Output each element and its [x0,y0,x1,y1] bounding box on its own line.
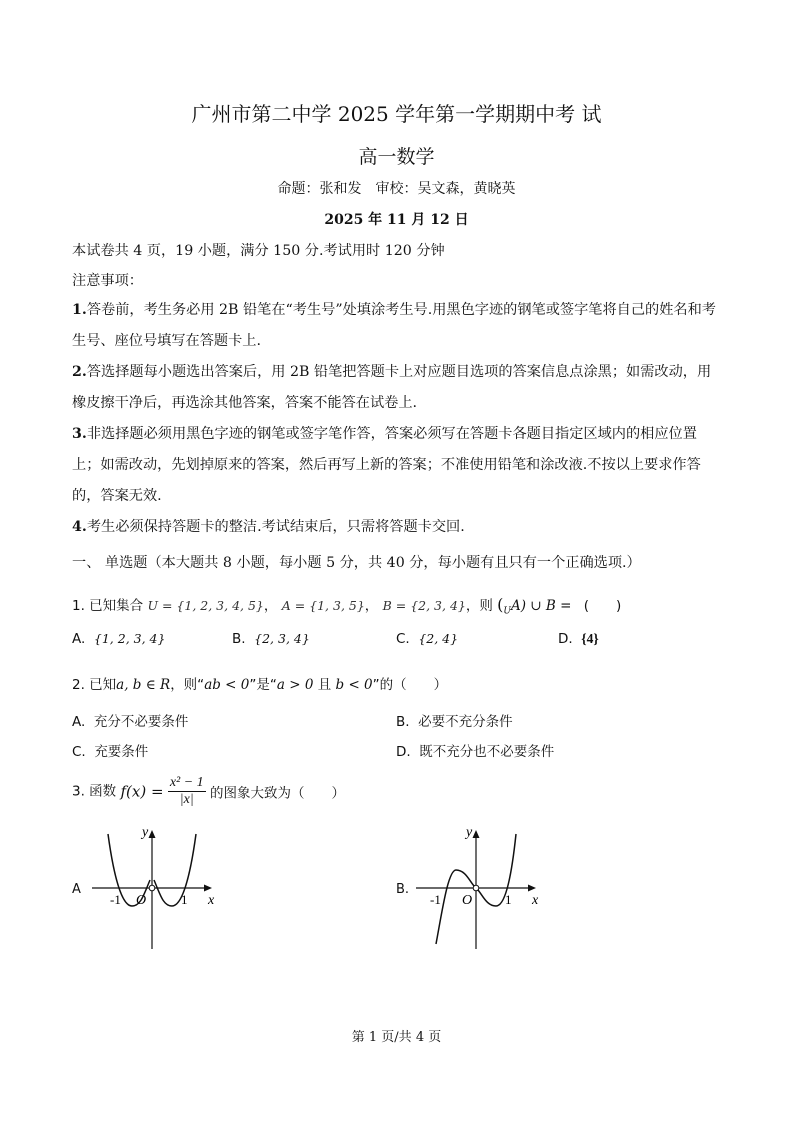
q3-option-a-label[interactable]: A [72,882,81,897]
option-text: 必要不充分条件 [418,714,513,730]
notice-number: 2. [72,364,87,380]
q2-mid1: ，则“ [170,677,205,693]
q3-numerator: x² − 1 [169,775,204,790]
notice-item [72,357,722,419]
option-label: A. [72,714,86,730]
option-text: {1, 2, 3, 4} [93,631,166,646]
notice-number: 4. [72,519,87,535]
q3-graph-a[interactable] [88,822,223,952]
option-label: D. [396,744,411,760]
x-axis-label: x [208,893,215,908]
q3-fx: f(x) = [120,782,164,801]
question-1-stem: 1. 已知集合 U = {1, 2, 3, 4, 5}， A = {1, 3, 5}， B = {2, 3, 4}，则 $(_UA)$ ∪ B = ( ) [72,595,622,617]
y-axis-label: y [142,825,149,840]
q3-suffix: 的图象大致为（ ） [209,785,345,802]
notice-number: 3. [72,426,87,442]
origin-label: O [136,893,147,908]
exam-date: 2025 年 11 月 12 日 [324,212,469,228]
q2-cond2a: a > 0 [276,677,314,693]
q3-fraction [168,775,206,808]
option-text: 充要条件 [94,744,149,760]
exam-subject: 高一数学 [358,146,435,168]
y-axis-arrow-icon [473,830,480,838]
option-text: 充分不必要条件 [93,714,189,730]
q1-prefix: 1. 已知集合 [72,598,144,614]
tick-label-pos: 1 [181,892,188,907]
x-axis-arrow-icon [204,885,212,892]
notice-number: 1. [72,302,87,318]
q2-prefix: 2. 已知 [72,677,117,693]
exam-title: 广州市第二中学 2025 学年第一学期期中考 试 [191,102,602,126]
q3-option-b-label[interactable]: B. [396,882,410,897]
y-axis-arrow-icon [149,830,156,838]
option-label: B. [232,631,246,647]
notice-text: 答选择题每小题选出答案后，用 2B 铅笔把答题卡上对应题目选项的答案信息点涂黑；如需改动，用橡皮擦干净后，再选涂其他答案，答案不能答在试卷上. [72,364,712,411]
section-heading: 一、 单选题（本大题共 8 小题，每小题 5 分，共 40 分，每小题有且只有一个正确选项.） [72,555,641,571]
option-label: C. [396,631,410,647]
q3-graph-b[interactable] [412,822,547,952]
notice-list [72,295,722,543]
q1-option-b[interactable] [232,631,310,647]
q1-set-b: B = {2, 3, 4} [382,598,466,613]
question-2-stem [72,673,447,693]
q1-set-a: A = {1, 3, 5} [281,598,365,613]
page-footer: 第 1 页/共 4 页 [351,1030,442,1045]
q3-prefix: 3. 函数 [72,783,117,800]
option-label: C. [72,744,86,760]
notice-item [72,512,722,543]
option-text: {4} [581,631,599,646]
tick-label-neg: -1 [430,892,441,907]
q1-expr: A) ∪ B = [511,598,572,614]
option-text: 既不充分也不必要条件 [419,744,555,760]
y-axis-label: y [466,825,473,840]
q2-cond2b: b < 0 [335,677,373,693]
notice-text: 答卷前，考生务必用 2B 铅笔在“考生号”处填涂考生号.用黑色字迹的钢笔或签字笔将自己的姓名和考生号、座位号填写在答题卡上. [72,302,716,349]
q2-option-a[interactable] [72,710,188,730]
q1-option-c[interactable] [396,631,458,647]
origin-label: O [462,893,473,908]
notice-item [72,295,722,357]
x-axis-arrow-icon [528,885,536,892]
q1-ask: ，则 [465,598,493,614]
q1-complement-sub: U [503,606,511,617]
open-point [473,885,479,891]
option-text: {2, 3, 4} [254,631,310,646]
q2-and: 且 [313,677,336,693]
option-text: {2, 4} [418,631,459,646]
notice-text: 非选择题必须用黑色字迹的钢笔或签字笔作答，答案必须写在答题卡各题目指定区域内的相应位置上；如需改动，先划掉原来的答案，然后再写上新的答案；不准使用铅笔和涂改液.不按以上要求作答的，答案无效. [72,426,701,504]
notice-text: 考生必须保持答题卡的整洁.考试结束后，只需将答题卡交回. [86,519,465,535]
q2-option-d[interactable] [396,740,554,760]
question-3-stem [72,775,345,808]
q1-paren: ( [497,595,504,614]
q2-vars: a, b ∈ R [116,677,171,693]
x-axis-label: x [532,893,539,908]
q2-option-b[interactable] [396,710,513,730]
tick-label-pos: 1 [505,892,512,907]
notice-item [72,419,722,512]
option-label: D. [558,631,573,647]
q3-denominator: |x| [179,792,194,807]
q2-option-c[interactable] [72,740,148,760]
open-point [149,885,155,891]
option-label: B. [396,714,410,730]
exam-intro: 本试卷共 4 页，19 小题，满分 150 分.考试用时 120 分钟 [72,243,445,259]
exam-authors: 命题：张和发 审校：吴文森，黄晓英 [277,181,516,197]
q1-answer-blank: ( ) [583,598,622,614]
q1-set-u: U = {1, 2, 3, 4, 5} [147,598,264,613]
tick-label-neg: -1 [110,892,121,907]
option-label: A. [72,631,86,647]
q2-cond1: ab < 0 [204,677,250,693]
q2-mid2: ”是“ [249,677,277,693]
notice-heading: 注意事项： [72,273,143,289]
q1-option-a[interactable] [72,631,165,647]
q2-mid3: ”的（ ） [372,677,448,693]
q1-option-d[interactable] [558,631,599,647]
